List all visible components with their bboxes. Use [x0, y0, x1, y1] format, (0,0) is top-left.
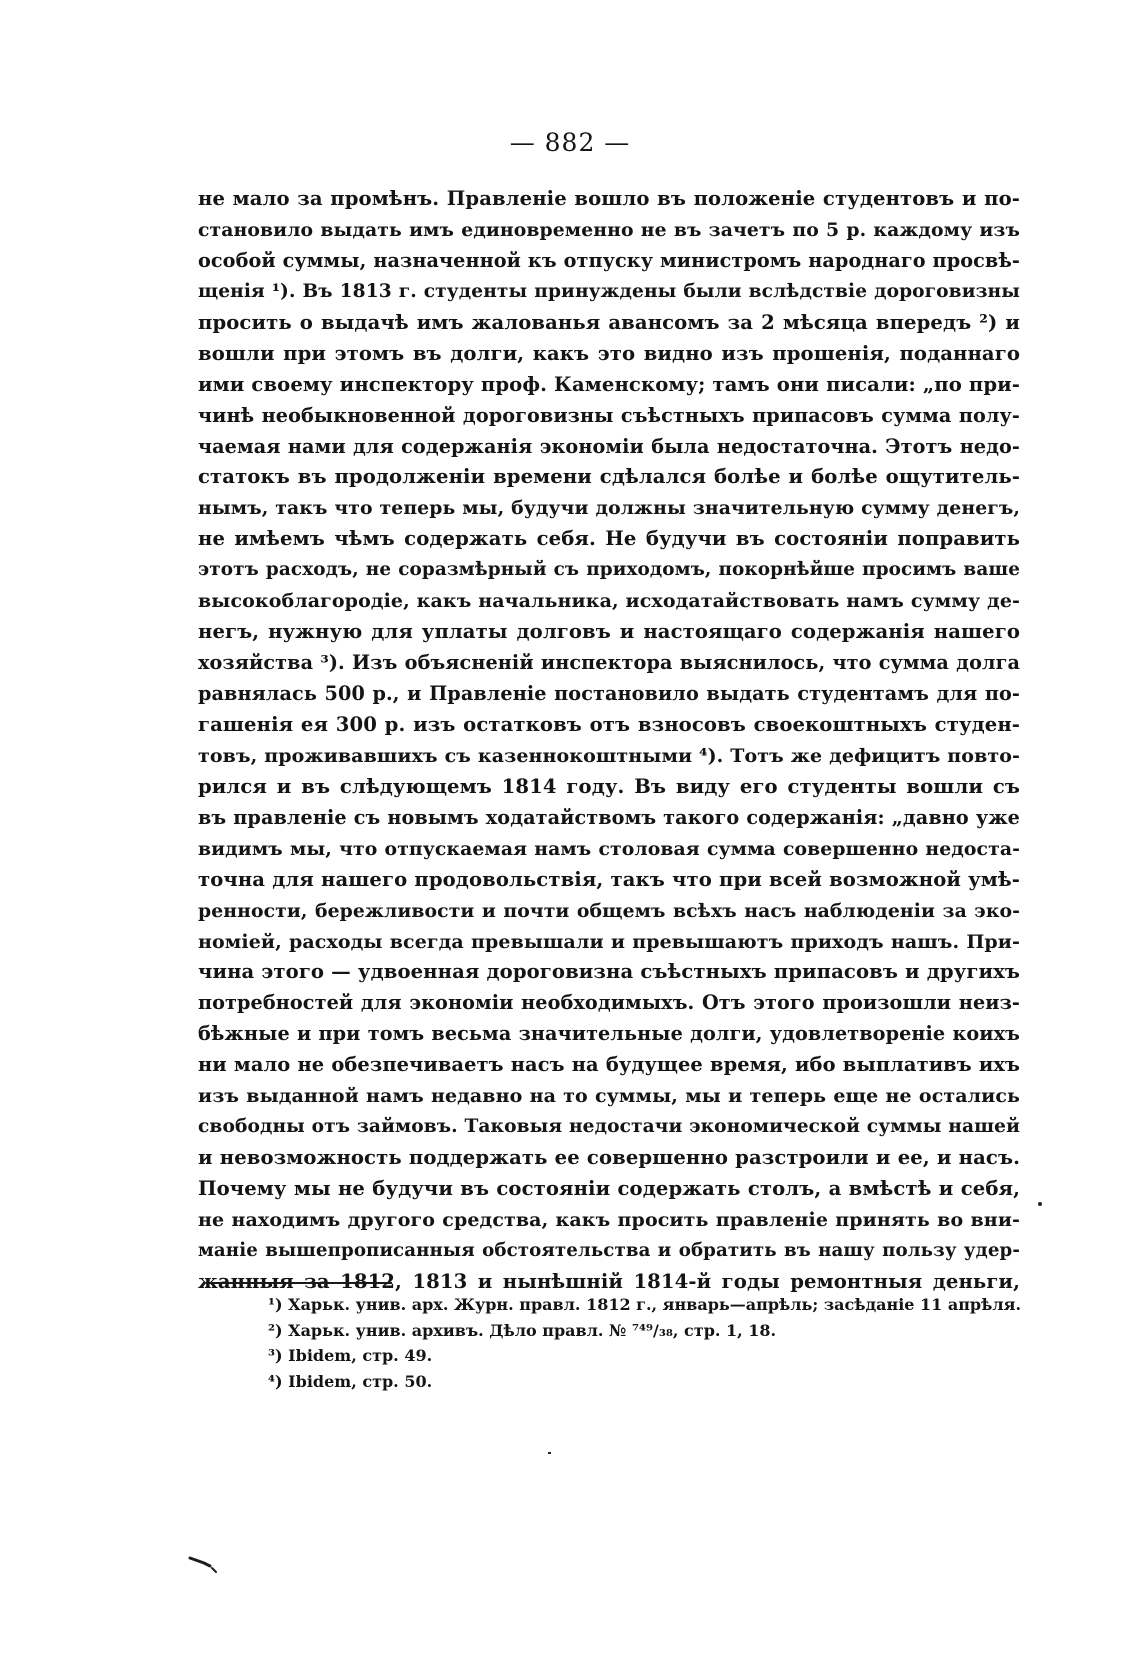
- text-line: чина этого — удвоенная дороговизна съѣстныхъ припасовъ и другихъ: [198, 960, 1020, 984]
- text-line: бѣжные и при томъ весьма значительные долги, удовлетвореніе коихъ: [198, 1022, 1020, 1046]
- text-line: щенія ¹). Въ 1813 г. студенты принуждены были вслѣдствіе дороговизны: [198, 280, 1020, 302]
- text-line: товъ, проживавшихъ съ казеннокоштными ⁴). Тотъ же дефицитъ повто-: [198, 744, 1020, 767]
- footnote: ²) Харьк. унив. архивъ. Дѣло правл. № ⁷⁴⁹/₃₈, стр. 1, 18.: [268, 1320, 777, 1340]
- text-line: чаемая нами для содержанія экономіи была недостаточна. Этотъ недо-: [198, 434, 1020, 458]
- text-line: становило выдать имъ единовременно не въ зачетъ по 5 р. каждому изъ: [198, 218, 1020, 241]
- text-line: не мало за промѣнъ. Правленіе вошло въ положеніе студентовъ и по-: [198, 187, 1020, 210]
- footnote: ³) Ibidem, стр. 49.: [268, 1346, 433, 1365]
- text-line: высокоблагородіе, какъ начальника, исходатайствовать намъ сумму де-: [198, 590, 1020, 613]
- text-line: вошли при этомъ въ долги, какъ это видно изъ прошенія, поданнаго: [198, 341, 1020, 365]
- text-line: ими своему инспектору проф. Каменскому; тамъ они писали: „по при-: [198, 372, 1020, 396]
- text-line: и невозможность поддержать ее совершенно разстроили и ее, и насъ.: [198, 1146, 1020, 1170]
- scan-speck: [548, 1452, 551, 1454]
- text-line: точна для нашего продовольствія, такъ что при всей возможной умѣ-: [198, 867, 1020, 891]
- text-line: свободны отъ займовъ. Таковыя недостачи экономической суммы нашей: [198, 1116, 1020, 1138]
- footnote: ¹) Харьк. унив. арх. Журн. правл. 1812 г., январь—апрѣль; засѣданіе 11 апрѣля.: [268, 1295, 1022, 1314]
- text-line: Почему мы не будучи въ состояніи содержать столъ, а вмѣстѣ и себя,: [198, 1177, 1020, 1200]
- text-line: ни мало не обезпечиваетъ насъ на будущее время, ибо выплативъ ихъ: [198, 1053, 1020, 1077]
- text-line: негъ, нужную для уплаты долговъ и настоящаго содержанія нашего: [198, 620, 1020, 644]
- text-line: рился и въ слѣдующемъ 1814 году. Въ виду его студенты вошли съ: [198, 774, 1020, 798]
- footnote-separator: [206, 1282, 392, 1284]
- text-line: изъ выданной намъ недавно на то суммы, мы и теперь еще не остались: [198, 1085, 1020, 1108]
- text-line: потребностей для экономіи необходимыхъ. Отъ этого произошли неиз-: [198, 991, 1020, 1015]
- text-line: равнялась 500 р., и Правленіе постановило выдать студентамъ для по-: [198, 682, 1020, 705]
- scan-smudge: [188, 1554, 228, 1576]
- text-line: просить о выдачѣ имъ жалованья авансомъ за 2 мѣсяца впередъ ²) и: [198, 310, 1020, 334]
- text-line: особой суммы, назначенной къ отпуску министромъ народнаго просвѣ-: [198, 248, 1020, 272]
- text-line: въ правленіе съ новымъ ходатайствомъ такого содержанія: „давно уже: [198, 805, 1020, 829]
- text-line: нымъ, такъ что теперь мы, будучи должны значительную сумму денегъ,: [198, 497, 1020, 520]
- scan-speck: [1038, 1202, 1042, 1206]
- text-line: чинѣ необыкновенной дороговизны съѣстныхъ припасовъ сумма полу-: [198, 403, 1020, 427]
- text-line: не имѣемъ чѣмъ содержать себя. Не будучи въ состояніи поправить: [198, 527, 1020, 551]
- text-line: не находимъ другого средства, какъ просить правленіе принять во вни-: [198, 1208, 1020, 1231]
- body-text: [198, 184, 1020, 1298]
- text-line: гашенія ея 300 р. изъ остатковъ отъ взносовъ своекоштныхъ студен-: [198, 712, 1020, 736]
- footnote: ⁴) Ibidem, стр. 50.: [268, 1371, 433, 1391]
- text-line: жанныя за 1812, 1813 и нынѣшній 1814-й годы ремонтныя деньги,: [198, 1269, 1020, 1293]
- text-line: хозяйства ³). Изъ объясненій инспектора выяснилось, что сумма долга: [198, 651, 1020, 675]
- text-line: ренности, бережливости и почти общемъ всѣхъ насъ наблюденіи за эко-: [198, 899, 1020, 922]
- text-line: этотъ расходъ, не соразмѣрный съ приходомъ, покорнѣйше просимъ ваше: [198, 559, 1020, 581]
- text-line: маніе вышепрописанныя обстоятельства и обратить въ нашу пользу удер-: [198, 1239, 1020, 1261]
- page-number: — 882 —: [509, 128, 631, 157]
- footnotes: [268, 1292, 1028, 1394]
- text-line: номіей, расходы всегда превышали и превышаютъ приходъ нашъ. При-: [198, 930, 1020, 953]
- text-line: видимъ мы, что отпускаемая намъ столовая сумма совершенно недоста-: [198, 837, 1020, 860]
- text-line: статокъ въ продолженіи времени сдѣлался болѣе и болѣе ощутитель-: [198, 465, 1020, 489]
